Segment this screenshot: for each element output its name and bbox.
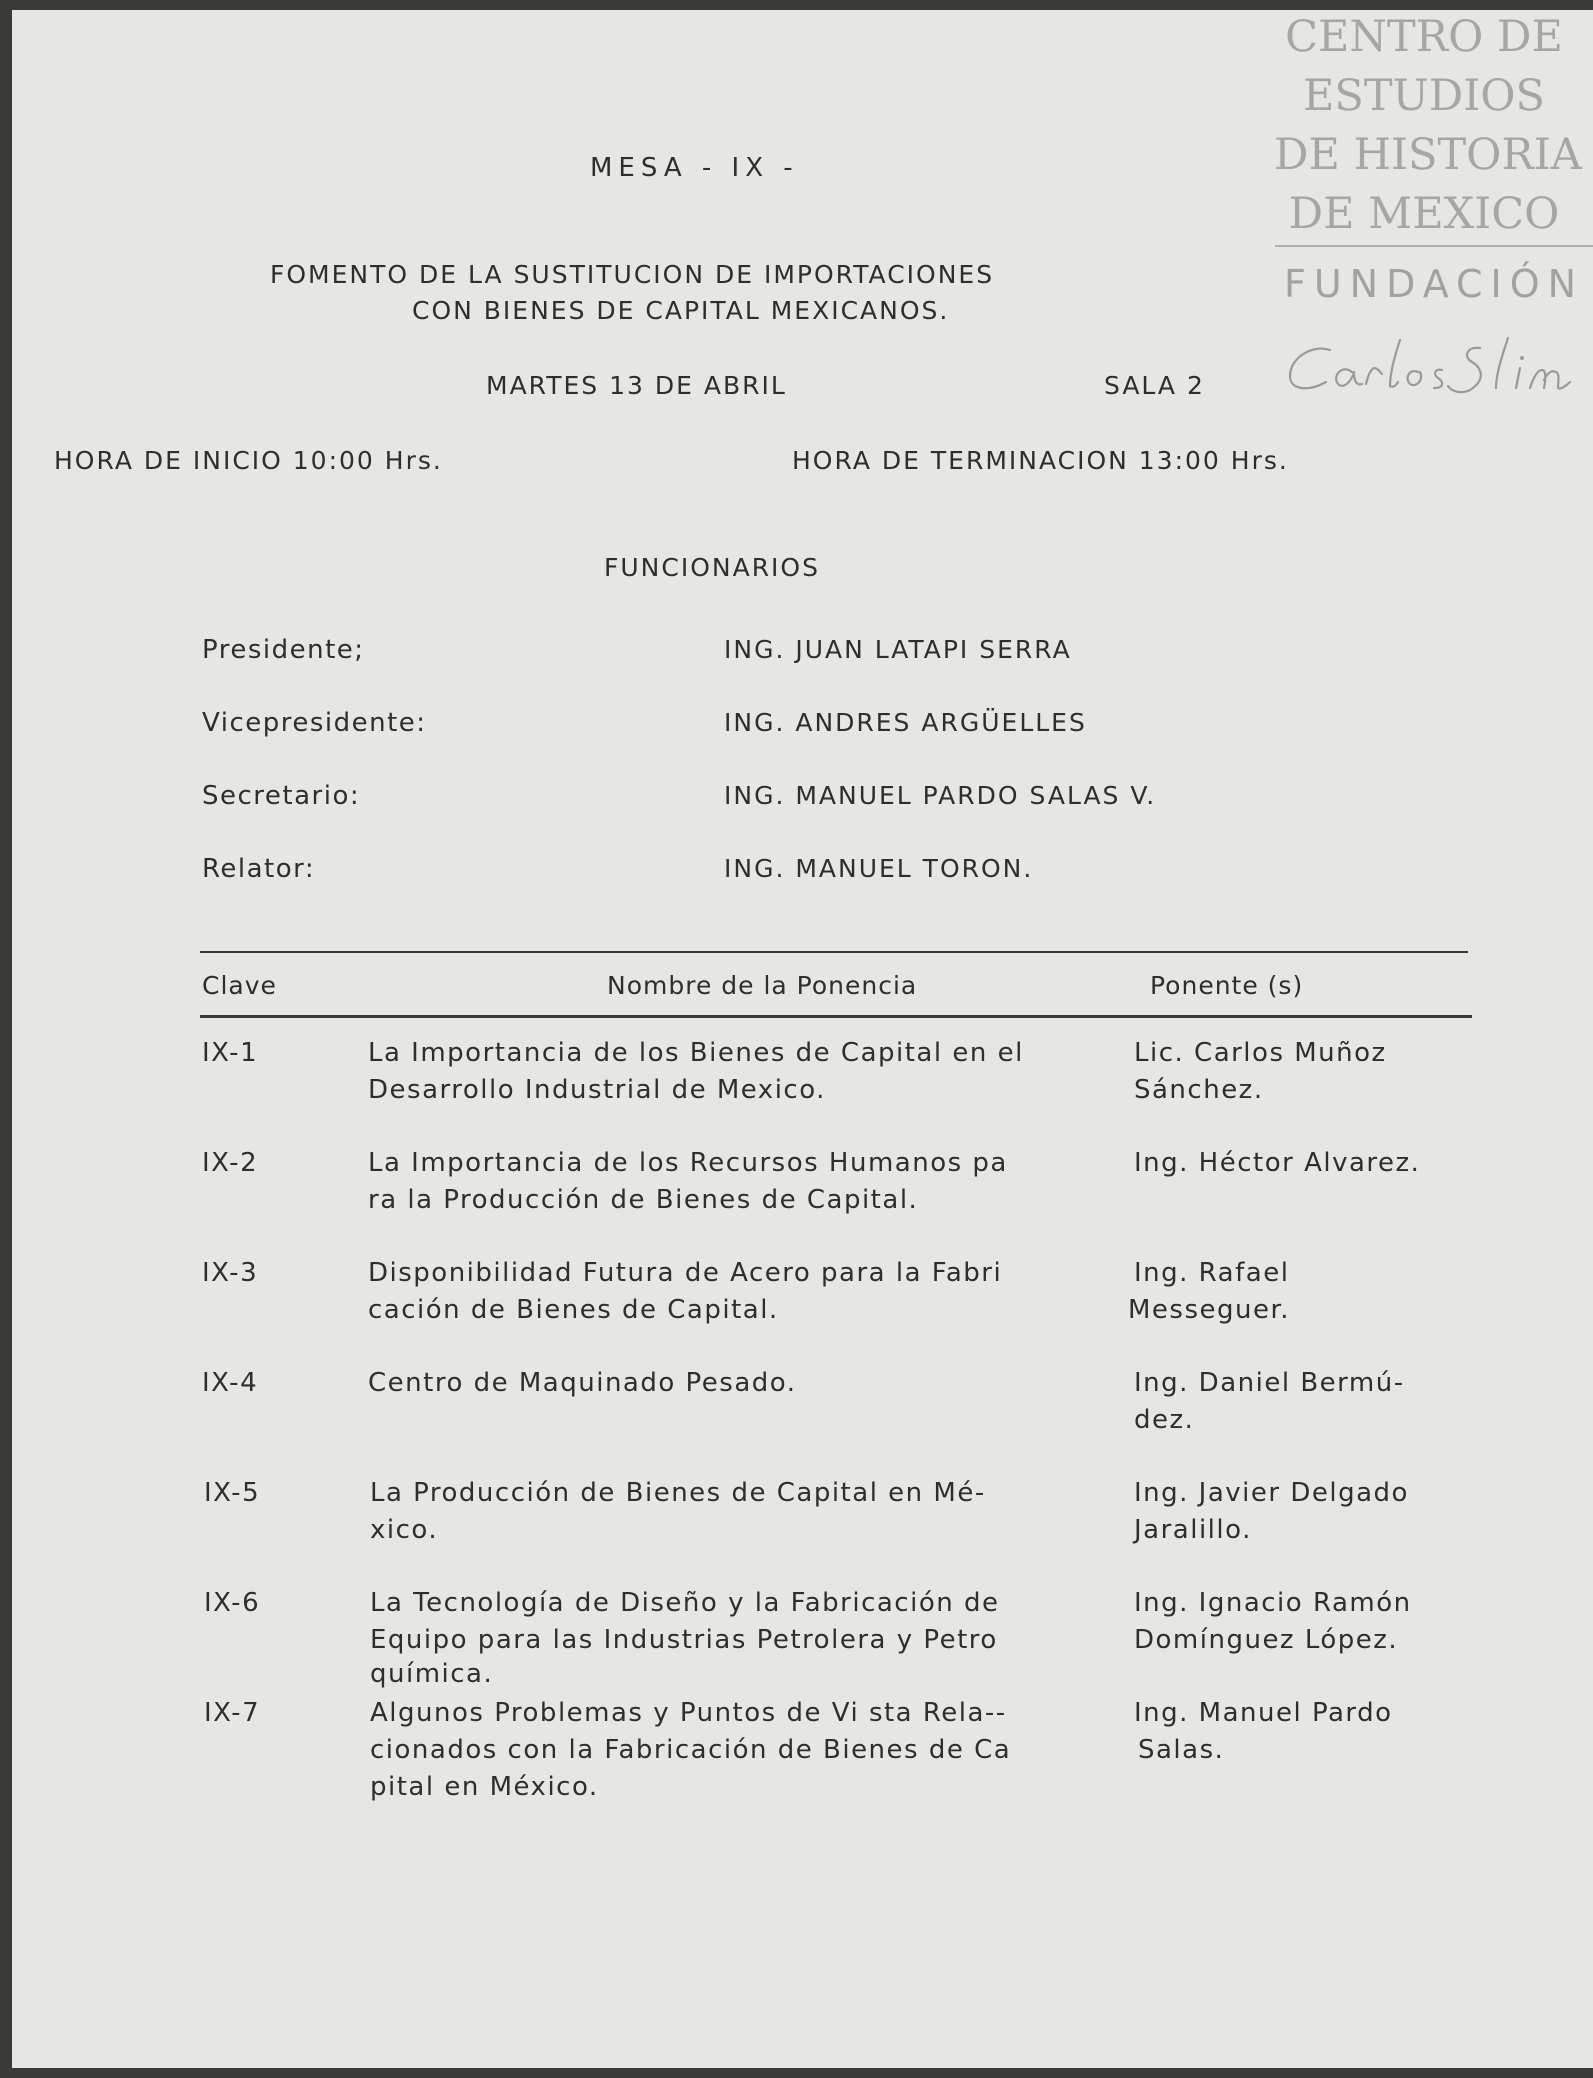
- document-page: [12, 10, 1593, 2068]
- row-key: IX-5: [204, 1478, 261, 1508]
- row-title-line: Equipo para las Industrias Petrolera y Petro: [370, 1625, 998, 1655]
- row-key: IX-2: [202, 1148, 259, 1178]
- row-title-line: Disponibilidad Futura de Acero para la Fabri: [368, 1258, 1003, 1288]
- row-speaker-line: Ing. Javier Delgado: [1134, 1478, 1409, 1508]
- watermark-divider: [1275, 245, 1593, 247]
- column-header-speaker: Ponente (s): [1150, 971, 1304, 1000]
- row-speaker-line: dez.: [1134, 1405, 1195, 1435]
- official-name: ING. JUAN LATAPI SERRA: [724, 635, 1072, 664]
- signature-logo: [1282, 328, 1593, 408]
- row-title-line: Algunos Problemas y Puntos de Vi sta Rela--: [370, 1698, 1007, 1728]
- row-title-line: xico.: [370, 1515, 439, 1545]
- row-title-line: química.: [370, 1659, 494, 1689]
- row-title-line: pital en México.: [370, 1772, 599, 1802]
- official-role: Presidente;: [202, 635, 365, 665]
- row-title-line: cionados con la Fabricación de Bienes de Ca: [370, 1735, 1012, 1765]
- row-title-line: La Tecnología de Diseño y la Fabricación de: [370, 1588, 1000, 1618]
- start-time: HORA DE INICIO 10:00 Hrs.: [54, 446, 443, 475]
- row-title-line: Desarrollo Industrial de Mexico.: [368, 1075, 826, 1105]
- row-speaker-line: Ing. Héctor Alvarez.: [1134, 1148, 1421, 1178]
- row-speaker-line: Salas.: [1138, 1735, 1225, 1765]
- row-key: IX-4: [202, 1368, 259, 1398]
- official-name: ING. MANUEL TORON.: [724, 854, 1034, 883]
- end-time: HORA DE TERMINACION 13:00 Hrs.: [792, 446, 1289, 475]
- column-header-title: Nombre de la Ponencia: [607, 971, 918, 1000]
- session-date: MARTES 13 DE ABRIL: [486, 371, 787, 400]
- row-speaker-line: Messeguer.: [1128, 1295, 1291, 1325]
- row-speaker-line: Ing. Ignacio Ramón: [1134, 1588, 1412, 1618]
- official-name: ING. MANUEL PARDO SALAS V.: [724, 781, 1157, 810]
- row-speaker-line: Ing. Manuel Pardo: [1134, 1698, 1393, 1728]
- row-speaker-line: Ing. Daniel Bermú-: [1134, 1368, 1405, 1398]
- row-speaker-line: Sánchez.: [1134, 1075, 1264, 1105]
- session-title-line1: FOMENTO DE LA SUSTITUCION DE IMPORTACIONES: [270, 260, 995, 289]
- official-name: ING. ANDRES ARGÜELLES: [724, 708, 1087, 737]
- official-role: Vicepresidente:: [202, 708, 427, 738]
- row-key: IX-3: [202, 1258, 259, 1288]
- row-speaker-line: Ing. Rafael: [1134, 1258, 1290, 1288]
- row-key: IX-1: [202, 1038, 259, 1068]
- row-key: IX-7: [204, 1698, 261, 1728]
- table-top-rule: [200, 951, 1468, 953]
- watermark-line: DE MEXICO: [1288, 189, 1560, 239]
- row-title-line: La Producción de Bienes de Capital en Mé-: [370, 1478, 986, 1508]
- watermark-line: CENTRO DE: [1285, 12, 1563, 62]
- row-title-line: ra la Producción de Bienes de Capital.: [368, 1185, 919, 1215]
- row-speaker-line: Jaralillo.: [1134, 1515, 1252, 1545]
- row-speaker-line: Domínguez López.: [1134, 1625, 1399, 1655]
- officials-heading: FUNCIONARIOS: [604, 553, 820, 582]
- row-title-line: Centro de Maquinado Pesado.: [368, 1368, 797, 1398]
- watermark-foundation: FUNDACIÓN: [1284, 262, 1585, 306]
- row-speaker-line: Lic. Carlos Muñoz: [1134, 1038, 1387, 1068]
- watermark-line: DE HISTORIA: [1274, 130, 1582, 180]
- mesa-heading: MESA - IX -: [590, 153, 799, 183]
- official-role: Relator:: [202, 854, 316, 884]
- official-role: Secretario:: [202, 781, 361, 811]
- watermark-line: ESTUDIOS: [1303, 71, 1545, 121]
- column-header-key: Clave: [202, 971, 277, 1000]
- row-title-line: cación de Bienes de Capital.: [368, 1295, 779, 1325]
- row-key: IX-6: [204, 1588, 261, 1618]
- session-room: SALA 2: [1104, 371, 1205, 400]
- row-title-line: La Importancia de los Recursos Humanos pa: [368, 1148, 1008, 1178]
- row-title-line: La Importancia de los Bienes de Capital en el: [368, 1038, 1024, 1068]
- table-header-rule: [200, 1015, 1472, 1018]
- session-title-line2: CON BIENES DE CAPITAL MEXICANOS.: [412, 296, 950, 325]
